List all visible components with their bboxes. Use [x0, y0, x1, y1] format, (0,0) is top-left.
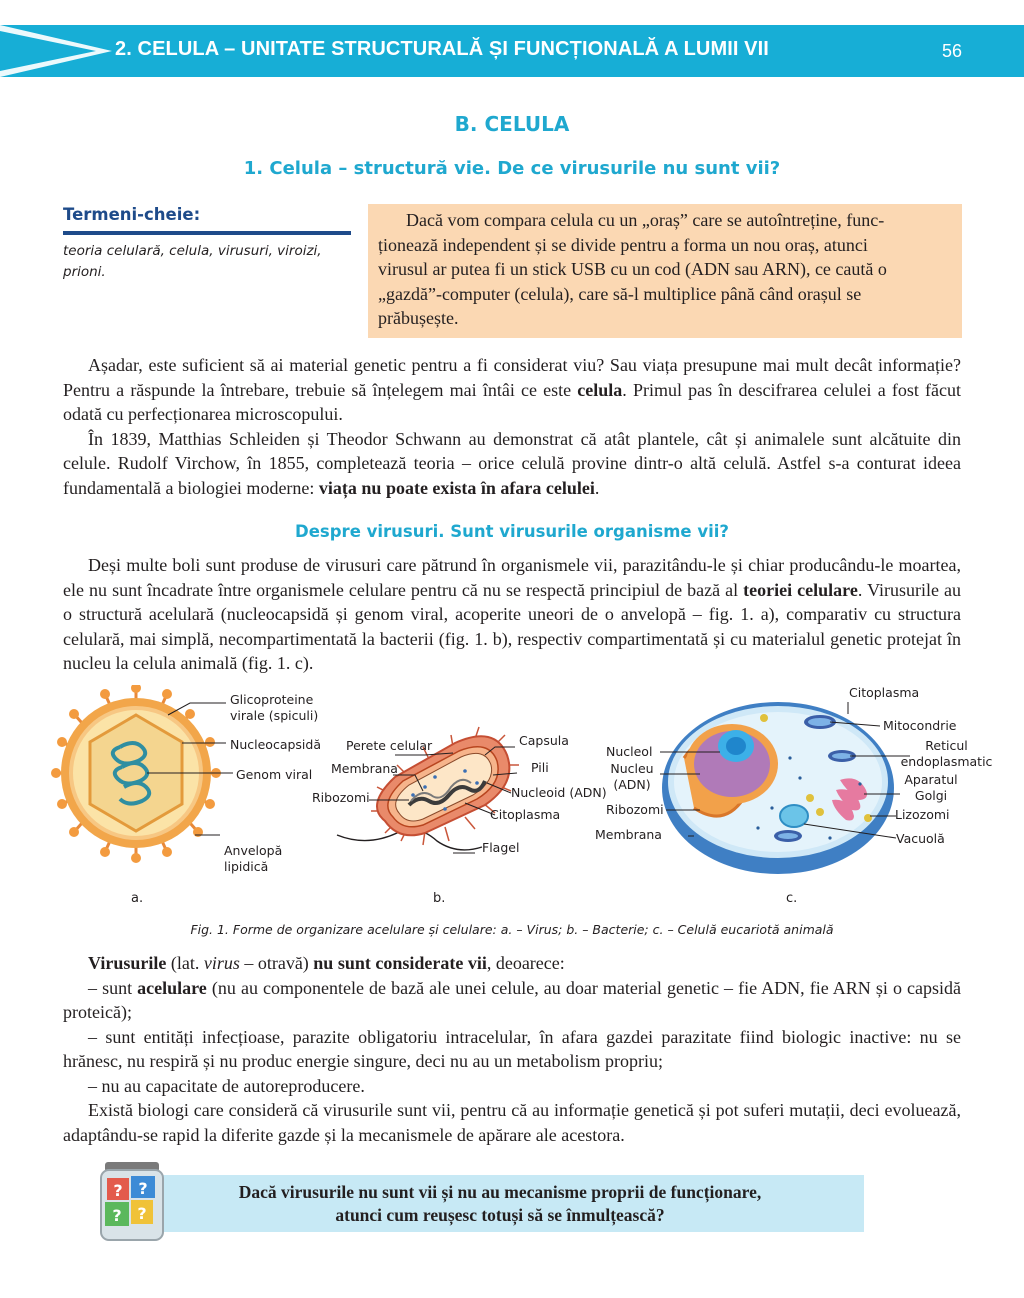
intro-line: „gazdă”-computer (celula), care să-l multiplice până când orașul se [378, 283, 862, 304]
label-ribosomes: Ribozomi [606, 802, 664, 817]
label-cell-wall: Perete celular [346, 738, 433, 753]
paragraph: Așadar, este suficient să ai material genetic pentru a fi considerat viu? Sau viața presupune mai mult decât informație? Pentru a răspunde la întrebare, trebuie să înțelegem mai întâi ce este celula. Primul pas în descifrarea celulei a fost făcut odată cu perfecționarea microscopului. [63, 355, 961, 424]
term-teoria-celulara: teoriei celulare [743, 579, 858, 600]
label-ribosomes: Ribozomi [312, 790, 370, 805]
intro-analogy-box [368, 204, 962, 338]
reasons-lead: Virusurile (lat. virus – otravă) nu sunt considerate vii, deoarece: [88, 953, 565, 973]
intro-line: Dacă vom compara celula cu un „oraș” care se autoîntreține, func- [406, 210, 885, 230]
label-viral-genome: Genom viral [236, 767, 313, 782]
chapter-title: 2. CELULA – UNITATE STRUCTURALĂ ȘI FUNCȚIONALĂ A LUMII VII [115, 38, 769, 60]
label-lipid-envelope: Anvelopă lipidică [224, 843, 283, 874]
closing-paragraph: Există biologi care consideră că virusurile sunt vii, pentru că au informație genetică și pot suferi mutații, deci evoluează, adaptându-se rapid la diferite gazde și la mecanismele de apărare ale acestora. [63, 1100, 961, 1145]
label-vacuole: Vacuolă [896, 831, 945, 846]
figure-caption: Fig. 1. Forme de organizare acelulare și celulare: a. – Virus; b. – Bacterie; c. – Celulă eucariotă animală [190, 922, 834, 937]
label-glycoproteins: Glicoproteine virale (spiculi) [230, 692, 319, 723]
key-terms-text: teoria celulară, celula, virusuri, viroizi, prioni. [63, 243, 322, 280]
section-title: B. CELULA [454, 112, 570, 136]
label-endoplasmic-reticulum: Reticul endoplasmatic [900, 738, 993, 769]
jar-question-mark: ? [137, 1204, 147, 1223]
label-capsule: Capsula [519, 733, 569, 748]
label-nucleocapsid: Nucleocapsidă [230, 737, 322, 752]
figure-letter-a: a. [131, 891, 144, 906]
paragraph: Deși multe boli sunt produse de virusuri care pătrund în organismele vii, parazitându-le și chiar producându-le moartea, ele nu sunt încadrate între organismele celulare pentru că nu se respectă principiul de bază al teoriei celulare. Virusurile au o structură acelulară (nucleocapsidă și genom viral, acoperite uneori de o anvelopă – fig. 1. a), comparativ cu structura celulară, mai simplă, necompartimentată la bacterii (fig. 1. b), respectiv compartimentată și cu materialul genetic protejat în nucleu la celula animală (fig. 1. c). [63, 555, 962, 673]
label-flagellum: Flagel [482, 840, 520, 855]
label-golgi-apparatus: Aparatul Golgi [904, 772, 958, 803]
virus-subheading: Despre virusuri. Sunt virusurile organisme vii? [295, 522, 729, 541]
figure-letter-b: b. [433, 891, 446, 906]
label-nucleoid: Nucleoid (ADN) [511, 785, 607, 800]
lesson-title: 1. Celula – structură vie. De ce virusurile nu sunt vii? [243, 158, 781, 179]
label-pili: Pili [531, 760, 549, 775]
reason-item: – sunt entități infecțioase, parazite obligatoriu intracelular, în afara gazdei parazitate fiind biologic inactive: nu se hrănesc, nu respiră și nu produc energie singure, deci nu au un metabolism propriu; [63, 1026, 961, 1071]
label-lysosomes: Lizozomi [895, 807, 950, 822]
term-celula: celula [577, 379, 623, 400]
header-arrow-shape [0, 25, 130, 77]
vacuole [780, 805, 808, 827]
intro-paragraphs [63, 353, 961, 500]
label-mitochondria: Mitocondrie [883, 718, 957, 733]
paragraph: În 1839, Matthias Schleiden și Theodor Schwann au demonstrat că atât plantele, cât și animalele sunt alcătuite din celule. Rudolf Virchow, în 1855, completează teoria – orice celulă provine dintr-o altă celulă. Astfel s-a conturat ideea fundamentală a biologiei moderne: viața nu poate exista în afara celulei. [63, 428, 961, 498]
reason-item: – sunt acelulare (nu au componentele de bază ale unei celule, au doar material genetic – fie ADN, fie ARN și o capsidă proteică); [63, 977, 961, 1022]
intro-line: prăbușește. [378, 308, 459, 328]
label-nucleus: Nucleu (ADN) [610, 761, 654, 792]
reasons-block [63, 951, 961, 1147]
intro-line: virusul ar putea fi un stick USB cu un cod (ADN sau ARN), ce caută o [378, 259, 887, 279]
jar-question-mark: ? [113, 1181, 123, 1200]
question-text: Dacă virusurile nu sunt vii și nu au mecanisme proprii de funcționare, atunci cum reușesc totuși să se înmulțească? [238, 1182, 762, 1225]
virus-paragraph [63, 553, 961, 676]
label-membrane: Membrana [595, 827, 662, 842]
jar-question-mark: ? [138, 1179, 148, 1198]
key-terms-rule [63, 231, 351, 235]
label-cytoplasm: Citoplasma [849, 685, 920, 700]
label-cytoplasm: Citoplasma [490, 807, 561, 822]
figure-letter-c: c. [786, 891, 798, 906]
key-terms-title: Termeni-cheie: [63, 205, 201, 224]
label-membrane: Membrana [331, 761, 398, 776]
page-number: 56 [941, 41, 962, 61]
key-idea: viața nu poate exista în afara celulei [318, 477, 595, 498]
reason-item: – nu au capacitate de autoreproducere. [88, 1075, 365, 1096]
jar-question-mark: ? [112, 1206, 122, 1225]
animal-cell-illustration [660, 688, 910, 888]
intro-line: ționează independent și se divide pentru a forma un nou oraș, atunci [378, 234, 868, 255]
label-nucleolus: Nucleol [606, 744, 653, 759]
